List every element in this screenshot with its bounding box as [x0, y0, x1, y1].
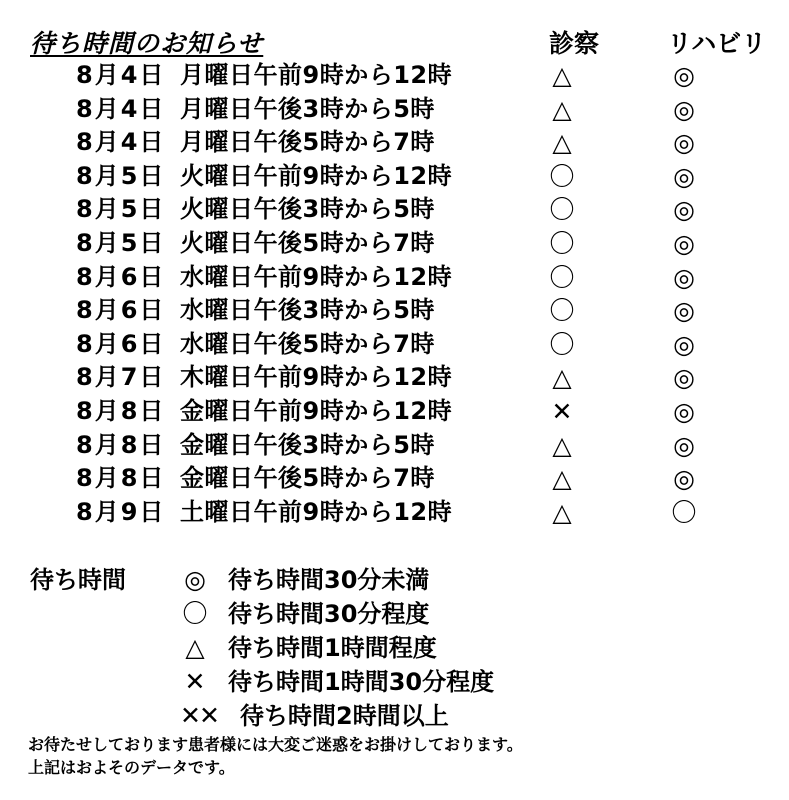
- legend-mark: △: [185, 633, 205, 662]
- row-time-slot: 火曜日午後3時から5時: [180, 195, 435, 224]
- schedule-row: [0, 227, 789, 261]
- row-time-slot: 水曜日午前9時から12時: [180, 262, 453, 291]
- legend-mark: ✕: [184, 667, 206, 696]
- row-time-slot: 月曜日午後5時から7時: [180, 128, 435, 157]
- schedule-row: [0, 126, 789, 160]
- rehab-wait-mark: ◎: [673, 296, 695, 326]
- diagnosis-wait-mark: 〇: [549, 161, 575, 191]
- legend-mark: ✕✕: [180, 701, 218, 730]
- rehab-wait-mark: ◎: [673, 161, 695, 191]
- schedule-row: [0, 496, 789, 530]
- diagnosis-wait-mark: 〇: [549, 329, 575, 359]
- diagnosis-wait-mark: △: [552, 464, 572, 494]
- row-time-slot: 金曜日午後5時から7時: [180, 464, 435, 493]
- diagnosis-wait-mark: △: [552, 61, 572, 90]
- column-header-rehab: リハビリ: [667, 29, 767, 58]
- row-time-slot: 金曜日午前9時から12時: [180, 396, 453, 425]
- row-time-slot: 水曜日午後3時から5時: [180, 296, 435, 325]
- legend-description: 待ち時間1時間程度: [228, 634, 437, 662]
- row-date: 8月6日: [76, 329, 166, 358]
- schedule-row: [0, 462, 789, 496]
- rehab-wait-mark: ◎: [673, 195, 695, 225]
- diagnosis-wait-mark: 〇: [549, 262, 575, 292]
- row-time-slot: 土曜日午前9時から12時: [180, 497, 453, 526]
- rehab-wait-mark: ◎: [673, 128, 695, 158]
- row-time-slot: 火曜日午前9時から12時: [180, 161, 453, 190]
- row-date: 8月9日: [76, 497, 166, 526]
- row-date: 8月4日: [76, 61, 166, 89]
- schedule-row: [0, 361, 789, 395]
- diagnosis-wait-mark: 〇: [549, 228, 575, 258]
- row-time-slot: 月曜日午前9時から12時: [180, 61, 453, 89]
- schedule-row: [0, 294, 789, 328]
- diagnosis-wait-mark: △: [552, 94, 572, 124]
- legend-description: 待ち時間1時間30分程度: [228, 668, 495, 696]
- schedule-row: [0, 261, 789, 295]
- rehab-wait-mark: ◎: [673, 430, 695, 460]
- schedule-table: [0, 59, 789, 529]
- row-time-slot: 金曜日午後3時から5時: [180, 430, 435, 459]
- schedule-row: [0, 93, 789, 127]
- rehab-wait-mark: ◎: [673, 329, 695, 359]
- schedule-row: [0, 160, 789, 194]
- schedule-row: [0, 328, 789, 362]
- column-header-diagnosis: 診察: [549, 29, 600, 58]
- row-date: 8月8日: [76, 464, 166, 493]
- diagnosis-wait-mark: △: [552, 363, 572, 393]
- row-time-slot: 月曜日午後3時から5時: [180, 94, 435, 123]
- rehab-wait-mark: ◎: [673, 363, 695, 393]
- row-time-slot: 木曜日午前9時から12時: [180, 363, 453, 392]
- rehab-wait-mark: ◎: [673, 228, 695, 258]
- diagnosis-wait-mark: 〇: [549, 296, 575, 326]
- rehab-wait-mark: ◎: [673, 94, 695, 124]
- apology-note: お待たせしております患者様には大変ご迷惑をお掛けしております。: [28, 735, 523, 754]
- schedule-row: [0, 395, 789, 429]
- diagnosis-wait-mark: △: [552, 497, 572, 527]
- data-approximation-note: 上記はおよそのデータです。: [28, 758, 235, 777]
- row-time-slot: 火曜日午後5時から7時: [180, 228, 435, 257]
- row-date: 8月4日: [76, 128, 166, 157]
- schedule-row: [0, 59, 789, 93]
- row-date: 8月5日: [76, 161, 166, 190]
- legend-label: 待ち時間: [30, 566, 126, 594]
- row-date: 8月6日: [76, 262, 166, 291]
- row-date: 8月8日: [76, 430, 166, 459]
- row-date: 8月7日: [76, 363, 166, 392]
- rehab-wait-mark: ◎: [673, 464, 695, 494]
- row-date: 8月5日: [76, 195, 166, 224]
- legend-description: 待ち時間30分未満: [228, 566, 430, 594]
- row-date: 8月4日: [76, 94, 166, 123]
- schedule-row: [0, 429, 789, 463]
- legend-mark: 〇: [182, 599, 208, 628]
- diagnosis-wait-mark: 〇: [549, 195, 575, 225]
- diagnosis-wait-mark: △: [552, 430, 572, 460]
- schedule-row: [0, 193, 789, 227]
- legend-description: 待ち時間2時間以上: [240, 702, 449, 730]
- rehab-wait-mark: ◎: [673, 396, 695, 426]
- legend-description: 待ち時間30分程度: [228, 600, 430, 628]
- row-date: 8月5日: [76, 228, 166, 257]
- rehab-wait-mark: ◎: [673, 61, 695, 90]
- row-time-slot: 水曜日午後5時から7時: [180, 329, 435, 358]
- rehab-wait-mark: ◎: [673, 262, 695, 292]
- row-date: 8月8日: [76, 396, 166, 425]
- row-date: 8月6日: [76, 296, 166, 325]
- legend-mark: ◎: [184, 565, 206, 594]
- diagnosis-wait-mark: △: [552, 128, 572, 158]
- diagnosis-wait-mark: ✕: [551, 396, 573, 426]
- rehab-wait-mark: 〇: [671, 497, 697, 527]
- page-title: 待ち時間のお知らせ: [30, 29, 264, 58]
